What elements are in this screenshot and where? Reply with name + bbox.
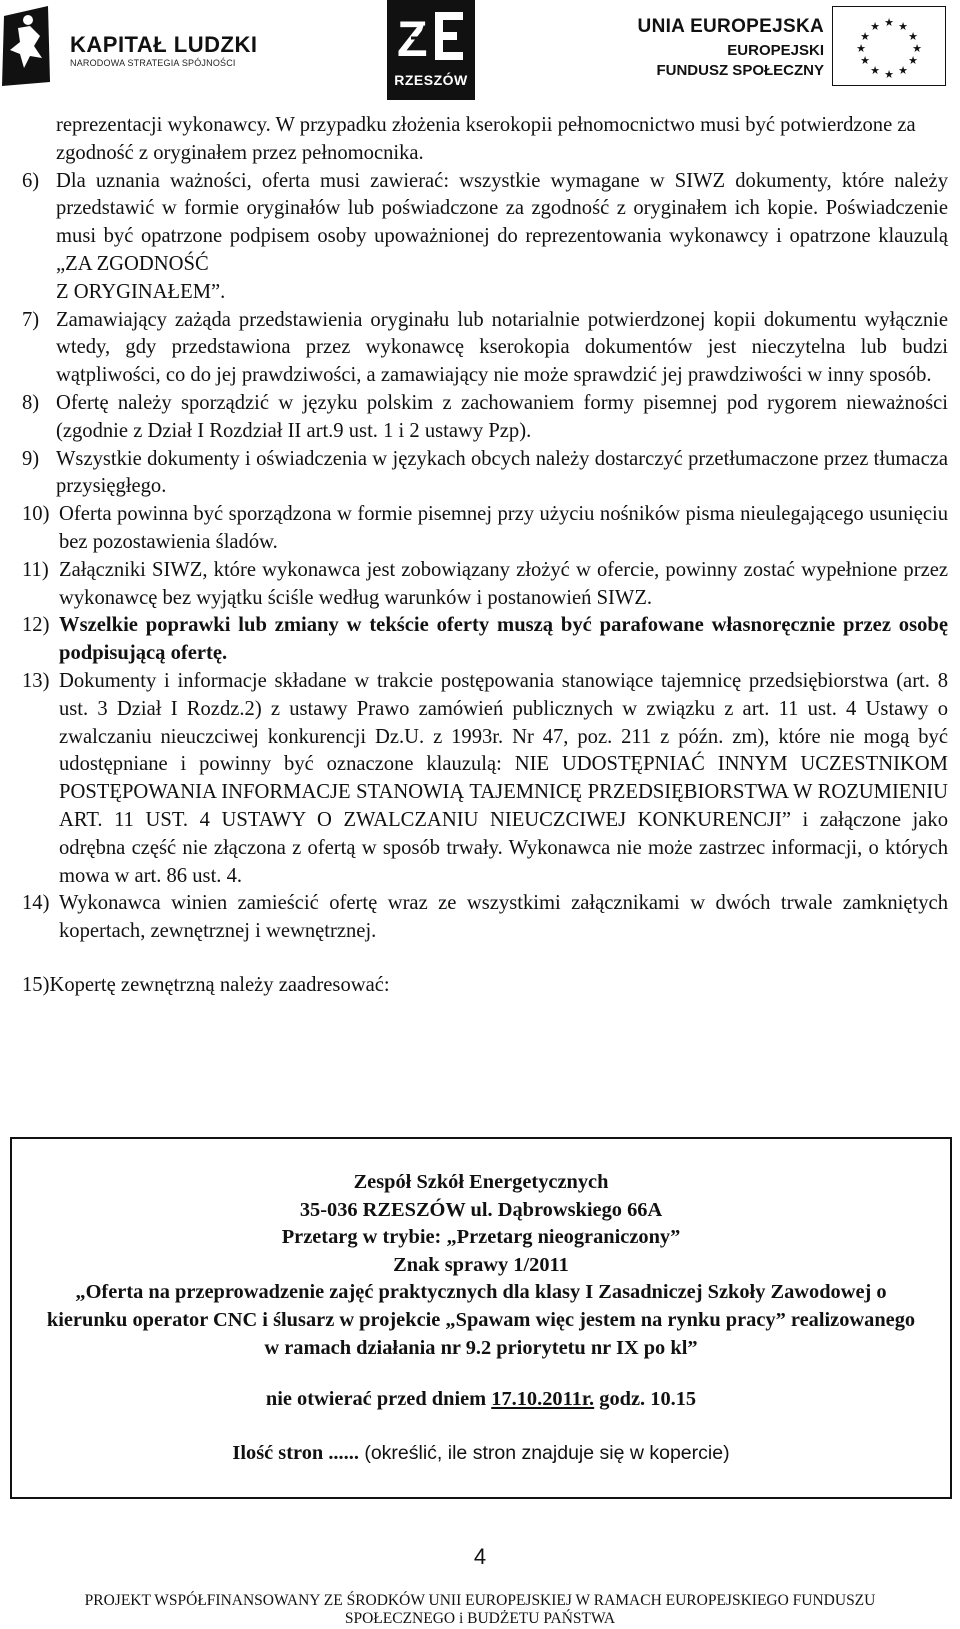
item-number: 7) — [22, 308, 40, 331]
kapital-ludzki-emblem-icon — [0, 6, 58, 86]
case-number: Znak sprawy 1/2011 — [393, 1253, 569, 1276]
item-number: 8) — [22, 391, 40, 414]
item-6-text-a: Dla uznania ważności, oferta musi zawierać: wszystkie wymagane w SIWZ dokumenty, które należy przedstawić w formie oryginałów lub poświadczone za zgodność z oryginałem ich kopie. Poświadczenie musi być opatrzone podpisem osoby upoważnionej do reprezentowania wykonawcy i opatrzone klauzulą „ZA ZGODNOŚĆ — [56, 169, 948, 275]
page-count-label: Ilość stron ...... — [232, 1441, 359, 1464]
tender-mode: Przetarg w trybie: „Przetarg nieograniczony” — [281, 1226, 681, 1249]
item-number: 13) — [22, 669, 50, 692]
item-number: 14) — [22, 892, 50, 915]
zse-emblem-icon — [393, 6, 469, 66]
svg-text:Z: Z — [397, 11, 428, 66]
footer-line-1: PROJEKT WSPÓŁFINANSOWANY ZE ŚRODKÓW UNII EUROPEJSKIEJ W RAMACH EUROPEJSKIEGO FUNDUSZU — [84, 1592, 876, 1609]
list-item-10 — [22, 501, 948, 557]
zse-city-text: RZESZÓW — [394, 72, 468, 88]
zse-rzeszow-logo — [387, 0, 475, 100]
item-text: Zamawiający zażąda przedstawienia oryginału lub notarialnie potwierdzonej kopii dokumentu wyłącznie wtedy, gdy przedstawiona przez wykonawcę kserokopia dokumentów jest nieczytelna lub budzi wątpliwości, co do jej prawdziwości, a zamawiający nie może sprawdzić jej prawdziwości w inny sposób. — [56, 308, 948, 387]
list-item-13 — [22, 668, 948, 890]
item-number: 11) — [22, 558, 49, 581]
item-number: 6) — [22, 169, 40, 192]
svg-text:★: ★ — [912, 42, 922, 55]
address-block — [12, 1169, 950, 1467]
svg-text:★: ★ — [870, 64, 880, 77]
item-text: Ofertę należy sporządzić w języku polskim z zachowaniem formy pisemnej pod rygorem nieważności (zgodnie z Dział I Rozdział II art.9 ust. 1 i 2 ustawy Pzp). — [56, 391, 948, 442]
continuation-paragraph: reprezentacji wykonawcy. W przypadku złożenia kserokopii pełnomocnictwo musi być potwierdzone za zgodność z oryginałem przez pełnomocnika. — [56, 114, 916, 164]
open-suffix: godz. 10.15 — [594, 1388, 697, 1411]
svg-text:★: ★ — [898, 64, 908, 77]
list-item-6 — [22, 168, 948, 307]
open-date: 17.10.2011r. — [491, 1388, 595, 1411]
page-count-hint: (określić, ile stron znajduje się w kopercie) — [358, 1441, 730, 1464]
kapital-ludzki-title: KAPITAŁ LUDZKI — [70, 32, 258, 57]
address-school-name: Zespół Szkół Energetycznych — [353, 1171, 609, 1193]
item-text: Załączniki SIWZ, które wykonawca jest zobowiązany złożyć w ofercie, powinny zostać wypełnione przez wykonawcę bez wyjątku ściśle według warunków i postanowień SIWZ. — [59, 558, 948, 609]
svg-text:★: ★ — [908, 30, 918, 43]
item-text: Wszelkie poprawki lub zmiany w tekście oferty muszą być parafowane własnoręcznie przez osobę podpisującą ofertę. — [59, 614, 948, 665]
list-item-9 — [22, 446, 948, 502]
open-prefix: nie otwierać przed dniem — [265, 1388, 492, 1411]
item-text: Wykonawca winien zamieścić ofertę wraz ze wszystkimi załącznikami w dwóch trwale zamkniętych kopertach, zewnętrznej i wewnętrznej. — [59, 892, 948, 943]
svg-text:★: ★ — [860, 54, 870, 67]
offer-title: „Oferta na przeprowadzenie zajęć praktycznych dla klasy I Zasadniczej Szkoły Zawodowej o kierunku operator CNC i ślusarz w projekcie „Spawam więc jestem na rynku pracy” realizowanego w ramach działania nr 9.2 priorytetu nr IX po kl” — [46, 1281, 916, 1359]
item-text — [56, 168, 948, 307]
page-number: 4 — [473, 1544, 487, 1569]
document-body — [22, 112, 948, 1000]
svg-text:★: ★ — [884, 16, 894, 29]
item-number: 9) — [22, 447, 40, 470]
list-item-8 — [22, 390, 948, 446]
svg-text:★: ★ — [898, 20, 908, 33]
item-6-text-b: Z ORYGINAŁEM”. — [56, 280, 226, 303]
item-number: 12) — [22, 614, 50, 637]
svg-text:★: ★ — [860, 30, 870, 43]
kapital-ludzki-subtitle: NARODOWA STRATEGIA SPÓJNOŚCI — [70, 58, 236, 68]
do-not-open-notice — [12, 1386, 950, 1414]
eu-title: UNIA EUROPEJSKA — [637, 16, 824, 37]
eu-logo — [637, 4, 960, 90]
svg-text:★: ★ — [870, 20, 880, 33]
list-item-7 — [22, 307, 948, 390]
eu-fund-line2: FUNDUSZ SPOŁECZNY — [656, 62, 824, 79]
list-item-14 — [22, 890, 948, 946]
svg-text:★: ★ — [908, 54, 918, 67]
eu-fund-line1: EUROPEJSKI — [727, 42, 824, 59]
page-header — [0, 0, 960, 105]
spacer — [22, 946, 948, 972]
list-item-15: 15)Kopertę zewnętrzną należy zaadresować: — [22, 973, 390, 996]
item-number: 10) — [22, 503, 50, 526]
eu-flag-icon — [832, 6, 946, 86]
item-text: Oferta powinna być sporządzona w formie pisemnej przy użyciu nośników pisma nieulegającego usunięciu bez pozostawienia śladów. — [59, 503, 948, 553]
list-item-12 — [22, 612, 948, 668]
page-count-line — [12, 1440, 950, 1468]
item-text: Wszystkie dokumenty i oświadczenia w językach obcych należy dostarczyć przetłumaczone przez tłumacza przysięgłego. — [56, 447, 948, 498]
svg-text:★: ★ — [856, 42, 866, 55]
kapital-ludzki-logo — [0, 2, 260, 88]
svg-text:★: ★ — [884, 68, 894, 81]
address-street: 35-036 RZESZÓW ul. Dąbrowskiego 66A — [299, 1198, 663, 1221]
page-footer — [0, 1592, 960, 1628]
list-item-11 — [22, 557, 948, 613]
footer-line-2: SPOŁECZNEGO i BUDŻETU PAŃSTWA — [344, 1610, 616, 1627]
item-text: Dokumenty i informacje składane w trakcie postępowania stanowiące tajemnicę przedsiębiorstwa (art. 8 ust. 3 Dział I Rozdz.2) z ustawy Prawo zamówień publicznych w związku z art. 11 ust. 4 Ustawy o zwalczaniu nieuczciwej konkurencji Dz.U. z 1993r. Nr 47, poz. 211 z późn. zm), które nie mogą być udostępniane i powinny być oznaczone klauzulą: NIE UDOSTĘPNIAĆ INNYM UCZESTNIKOM POSTĘPOWANIA INFORMACJE STANOWIĄ TAJEMNICĘ PRZEDSIĘBIORSTWA W ROZUMIENIU ART. 11 UST. 4 USTAWY O ZWALCZANIU NIEUCZCIWEJ KONKURENCJI” i załączone jako odrębna część nie złączona z ofertą w sposób trwały. Wykonawca nie może zastrzec informacji, o których mowa w art. 86 ust. 4. — [59, 669, 948, 887]
envelope-address-box — [10, 1137, 952, 1499]
